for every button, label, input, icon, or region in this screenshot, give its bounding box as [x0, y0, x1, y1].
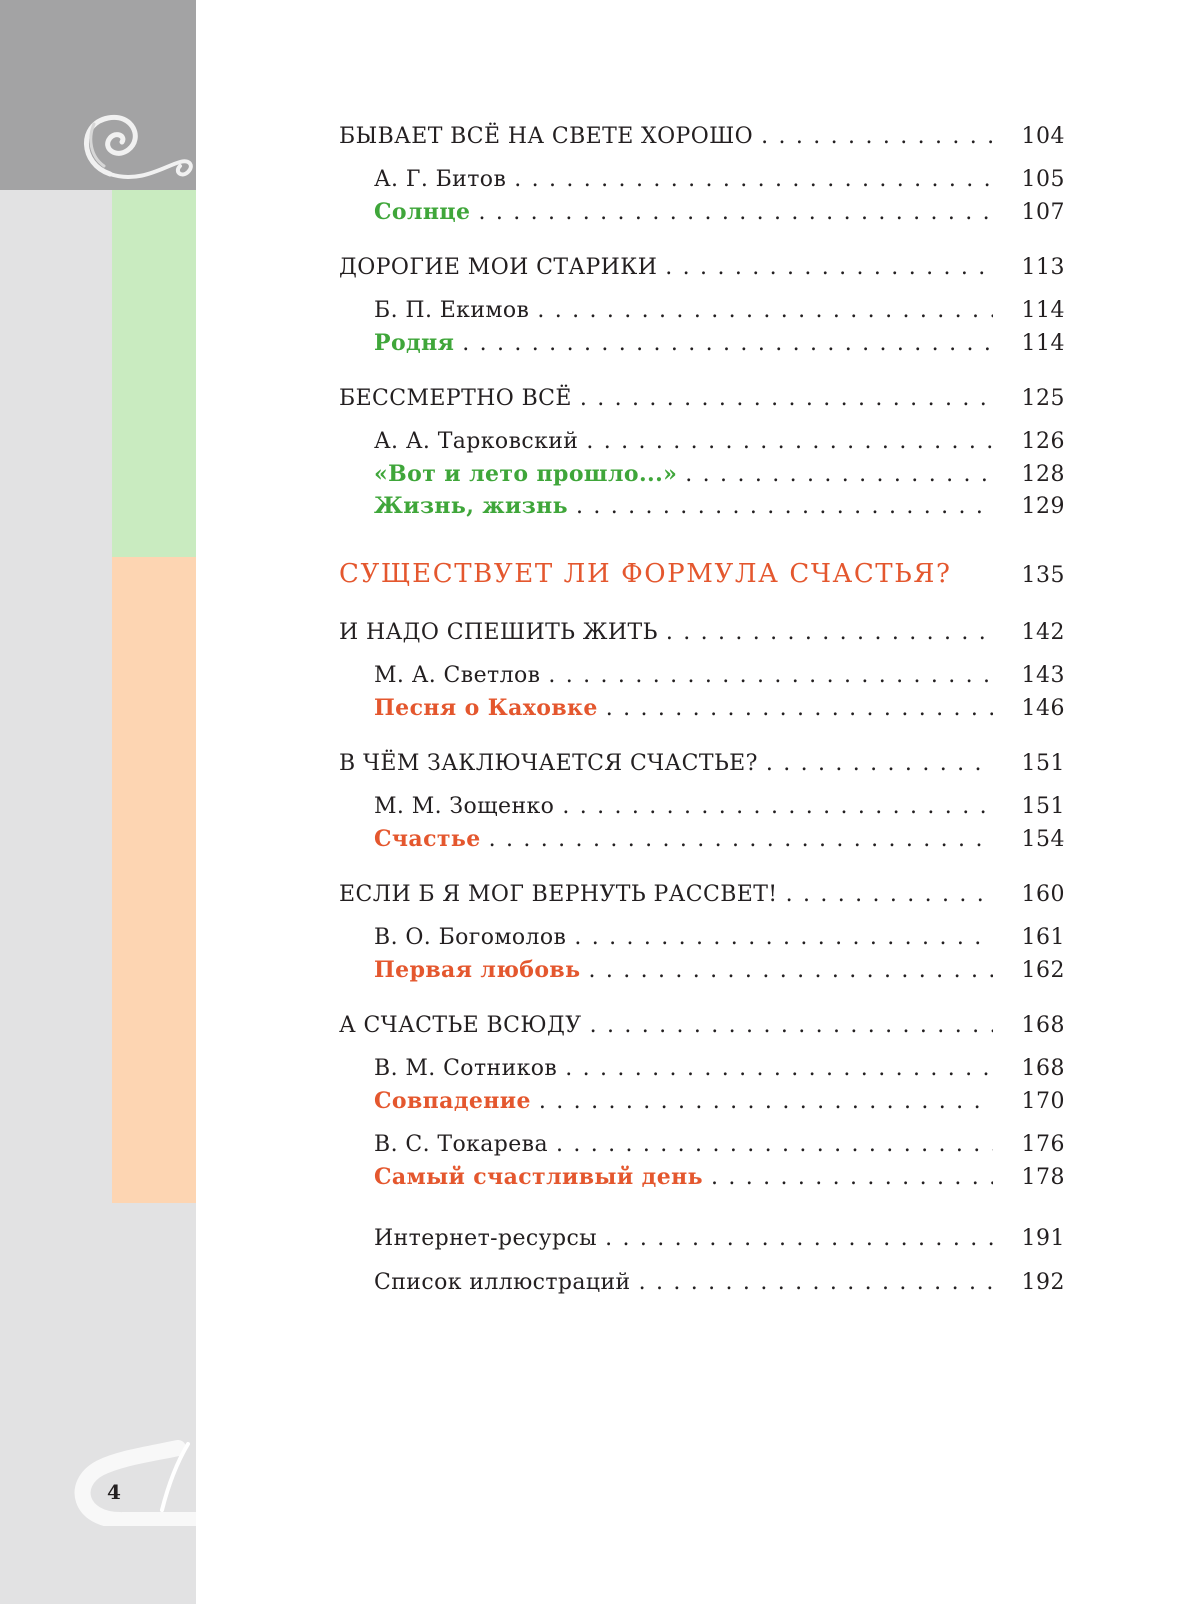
- toc-work-title: «Вот и лето прошло...»: [374, 461, 678, 487]
- toc-page-number: 154: [1021, 827, 1065, 852]
- toc-author-name: М. М. Зощенко: [374, 794, 555, 819]
- toc-author-row[interactable]: [374, 298, 1065, 332]
- toc-page-number: 160: [1021, 882, 1065, 907]
- toc-work-title: Счастье: [374, 826, 481, 852]
- toc-page-number: 135: [1021, 563, 1065, 588]
- toc-page-number: 129: [1021, 494, 1065, 519]
- toc-page-number: 161: [1021, 925, 1065, 950]
- dot-leader: [568, 494, 993, 519]
- dot-leader: [481, 827, 993, 852]
- dot-leader: [506, 167, 993, 192]
- toc-work-row[interactable]: [374, 199, 1065, 233]
- toc-extra-row[interactable]: [374, 1226, 1065, 1260]
- toc-work-row[interactable]: [374, 957, 1065, 991]
- dot-leader: [658, 620, 993, 645]
- dot-leader: [531, 1089, 993, 1114]
- swirl-ornament-icon: [70, 104, 196, 194]
- toc-section-row[interactable]: [339, 255, 1065, 289]
- dot-leader: [572, 386, 993, 411]
- toc-page-number: 128: [1021, 462, 1065, 487]
- toc-work-row[interactable]: [374, 330, 1065, 364]
- toc-page-number: 105: [1021, 167, 1065, 192]
- toc-author-name: А. Г. Битов: [374, 167, 507, 192]
- toc-author-name: А. А. Тарковский: [374, 429, 579, 454]
- toc-page-number: 126: [1021, 429, 1065, 454]
- dot-leader: [540, 663, 993, 688]
- toc-part-title: СУЩЕСТВУЕТ ЛИ ФОРМУЛА СЧАСТЬЯ?: [339, 559, 952, 589]
- toc-page-number: 168: [1021, 1056, 1065, 1081]
- toc-section-title: И НАДО СПЕШИТЬ ЖИТЬ: [339, 620, 658, 645]
- dot-leader: [566, 925, 993, 950]
- dot-leader: [677, 462, 993, 487]
- dot-leader: [753, 124, 993, 149]
- dot-leader: [454, 331, 993, 356]
- toc-page-number: 113: [1021, 255, 1065, 280]
- toc-author-name: В. С. Токарева: [374, 1132, 548, 1157]
- toc-page-number: 143: [1021, 663, 1065, 688]
- toc-work-title: Родня: [374, 330, 455, 356]
- toc-page-number: 104: [1021, 124, 1065, 149]
- toc-page-number: 178: [1021, 1165, 1065, 1190]
- toc-section-title: БЫВАЕТ ВСЁ НА СВЕТЕ ХОРОШО: [339, 124, 754, 149]
- toc-section-title: А СЧАСТЬЕ ВСЮДУ: [339, 1013, 582, 1038]
- toc-author-row[interactable]: [374, 167, 1065, 201]
- toc-page-number: 107: [1021, 200, 1065, 225]
- dot-leader: [597, 1226, 993, 1251]
- toc-work-title: Совпадение: [374, 1088, 531, 1114]
- dot-leader: [580, 958, 993, 983]
- toc-page-number: 146: [1021, 696, 1065, 721]
- toc-extra-row[interactable]: [374, 1270, 1065, 1304]
- toc-work-row[interactable]: [374, 695, 1065, 729]
- toc-section-row[interactable]: [339, 882, 1065, 916]
- dot-leader: [778, 882, 993, 907]
- toc-page-number: 142: [1021, 620, 1065, 645]
- toc-author-name: В. О. Богомолов: [374, 925, 567, 950]
- toc-page-number: 151: [1021, 751, 1065, 776]
- toc-work-row[interactable]: [374, 493, 1065, 527]
- page-number-swirl-icon: [60, 1440, 196, 1526]
- dot-leader: [529, 298, 993, 323]
- toc-page-number: 162: [1021, 958, 1065, 983]
- page-number: 4: [107, 1480, 121, 1504]
- toc-author-row[interactable]: [374, 794, 1065, 828]
- toc-section-row[interactable]: [339, 386, 1065, 420]
- dot-leader: [703, 1165, 993, 1190]
- toc-extra-title: Список иллюстраций: [374, 1270, 631, 1295]
- toc-page-number: 168: [1021, 1013, 1065, 1038]
- dot-leader: [578, 429, 993, 454]
- dot-leader: [470, 200, 993, 225]
- toc-page-number: 114: [1021, 298, 1065, 323]
- toc-work-row[interactable]: [374, 826, 1065, 860]
- toc-page-number: 125: [1021, 386, 1065, 411]
- toc-author-row[interactable]: [374, 1132, 1065, 1166]
- toc-page-number: 114: [1021, 331, 1065, 356]
- toc-section-row[interactable]: [339, 124, 1065, 158]
- toc-section-title: БЕССМЕРТНО ВСЁ: [339, 386, 572, 411]
- toc-extra-title: Интернет-ресурсы: [374, 1226, 598, 1251]
- toc-work-title: Самый счастливый день: [374, 1164, 703, 1190]
- dot-leader: [657, 255, 993, 280]
- toc-page-number: 191: [1021, 1226, 1065, 1251]
- toc-author-row[interactable]: [374, 925, 1065, 959]
- toc-author-row[interactable]: [374, 663, 1065, 697]
- dot-leader: [548, 1132, 993, 1157]
- section-color-band-green: [112, 190, 196, 557]
- toc-author-name: М. А. Светлов: [374, 663, 541, 688]
- toc-work-row[interactable]: [374, 461, 1065, 495]
- toc-author-row[interactable]: [374, 1056, 1065, 1090]
- toc-section-row[interactable]: [339, 620, 1065, 654]
- section-color-band-peach: [112, 557, 196, 1203]
- dot-leader: [557, 1056, 993, 1081]
- toc-section-title: ДОРОГИЕ МОИ СТАРИКИ: [339, 255, 658, 280]
- toc-page-number: 176: [1021, 1132, 1065, 1157]
- toc-section-title: В ЧЁМ ЗАКЛЮЧАЕТСЯ СЧАСТЬЕ?: [339, 751, 758, 776]
- dot-leader: [758, 751, 993, 776]
- dot-leader: [631, 1270, 993, 1295]
- toc-section-row[interactable]: [339, 751, 1065, 785]
- dot-leader: [598, 696, 993, 721]
- dot-leader: [582, 1013, 993, 1038]
- toc-author-name: Б. П. Екимов: [374, 298, 530, 323]
- toc-page-number: 192: [1021, 1270, 1065, 1295]
- toc-author-row[interactable]: [374, 429, 1065, 463]
- toc-section-title: ЕСЛИ Б Я МОГ ВЕРНУТЬ РАССВЕТ!: [339, 882, 778, 907]
- toc-work-title: Солнце: [374, 199, 471, 225]
- toc-author-name: В. М. Сотников: [374, 1056, 558, 1081]
- toc-page-number: 170: [1021, 1089, 1065, 1114]
- toc-part-row[interactable]: [339, 559, 1065, 593]
- toc-page-number: 151: [1021, 794, 1065, 819]
- toc-work-title: Первая любовь: [374, 957, 581, 983]
- toc-section-row[interactable]: [339, 1013, 1065, 1047]
- dot-leader: [554, 794, 993, 819]
- toc-work-title: Жизнь, жизнь: [374, 493, 568, 519]
- toc-work-row[interactable]: [374, 1088, 1065, 1122]
- toc-work-title: Песня о Каховке: [374, 695, 598, 721]
- toc-work-row[interactable]: [374, 1164, 1065, 1198]
